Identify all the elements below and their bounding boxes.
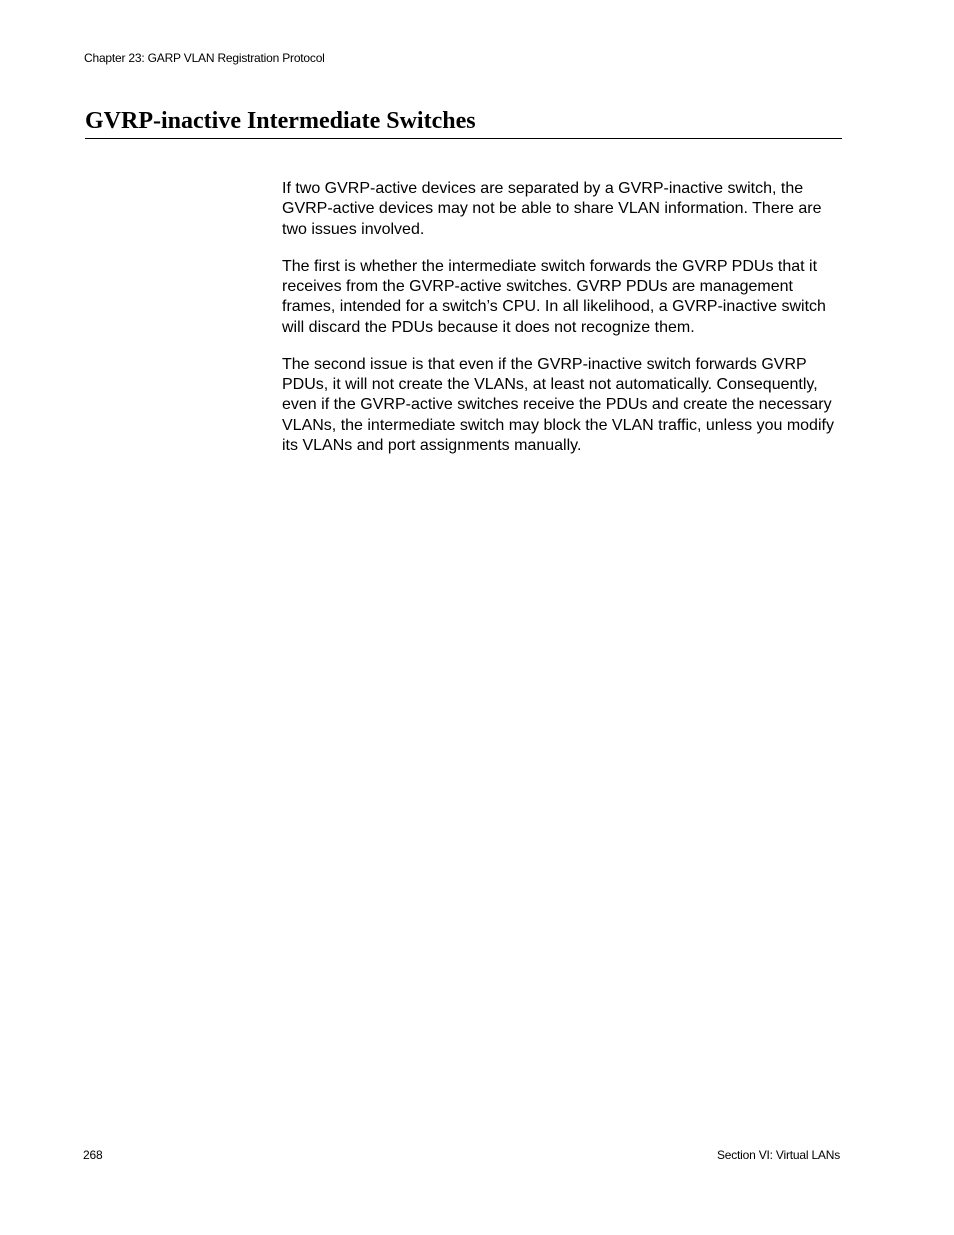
paragraph-1: If two GVRP-active devices are separated by a GVRP-inactive switch, the GVRP-active devices may not be able to share VLAN information. There are two issues involved. (282, 180, 822, 238)
section-footer: Section VI: Virtual LANs (716, 1148, 840, 1162)
page-number: 268 (83, 1148, 103, 1162)
paragraph-3: The second issue is that even if the GVRP-inactive switch forwards GVRP PDUs, it will not create the VLANs, at least not automatically. Consequently, even if the GVRP-active switches receive the PDUs and create the necessary VLANs, the intermediate switch may block the VLAN traffic, unless you modify its VLANs and port assignments manually. (282, 355, 834, 454)
running-header: Chapter 23: GARP VLAN Registration Protocol (84, 51, 325, 65)
section-heading: GVRP-inactive Intermediate Switches (85, 106, 842, 139)
body-text (282, 179, 844, 473)
paragraph-2: The first is whether the intermediate switch forwards the GVRP PDUs that it receives from the GVRP-active switches. GVRP PDUs are management frames, intended for a switch’s CPU. In all likelihood, a GVRP-inactive switch will discard the PDUs because it does not recognize them. (282, 257, 826, 336)
